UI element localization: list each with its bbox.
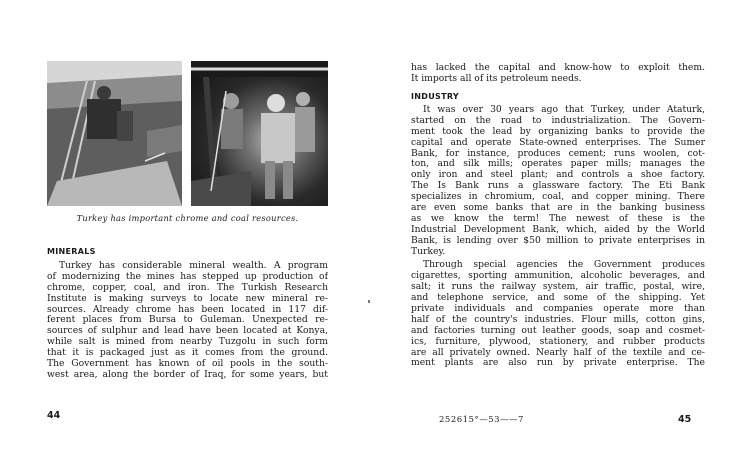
- page-number-left: 44: [47, 410, 61, 421]
- text-line: are even some banks that are in the banking business: [411, 203, 705, 214]
- print-code: 252615°—53——7: [439, 415, 524, 425]
- text-line: ment took the lead by organizing banks to provide the: [411, 126, 705, 137]
- text-line: salt; it runs the railway system, air traffic, postal, wire,: [411, 282, 705, 293]
- text-line: Turkey has considerable mineral wealth. A program: [59, 261, 328, 271]
- chrome-mine-photo: [47, 61, 182, 206]
- text-line: only iron and steel plant; and controls a shoe factory.: [411, 170, 705, 181]
- text-line: and factories turning out leather goods, soap and cosmet-: [411, 325, 705, 336]
- text-line: Bank, for instance, produces cement; runs woolen, cot-: [411, 148, 705, 159]
- minerals-paragraph: [47, 261, 328, 381]
- text-line: ferent places from Bursa to Guleman. Unexpected re-: [47, 315, 328, 326]
- page-number-right: 45: [678, 414, 692, 425]
- text-line: of modernizing the mines has stepped up production of: [47, 271, 328, 282]
- industry-paragraphs: [411, 105, 705, 369]
- industry-section: [411, 63, 705, 85]
- right-page: [370, 0, 741, 474]
- text-line: are all privately owned. Nearly half of the textile and ce-: [411, 347, 705, 358]
- text-line: It was over 30 years ago that Turkey, under Ataturk,: [423, 105, 705, 115]
- text-line: as we know the term! The newest of these is the: [411, 213, 705, 224]
- text-line: Industrial Development Bank, which, aided by the World: [411, 224, 705, 235]
- text-line: ton, and silk mills; operates paper mills; manages the: [411, 159, 705, 170]
- text-line: It imports all of its petroleum needs.: [411, 73, 582, 84]
- coal-mine-photo: [191, 61, 328, 206]
- text-line: sources. Already chrome has been located in 117 dif-: [47, 304, 328, 315]
- text-line: specializes in chromium, coal, and copper mining. There: [411, 192, 705, 203]
- text-line: has lacked the capital and know-how to exploit them.: [411, 63, 705, 73]
- text-line: while salt is mined from nearby Tuzgolu in such form: [47, 337, 328, 348]
- text-line: cigarettes, sporting ammunition, alcoholic beverages, and: [411, 271, 705, 282]
- text-line: ment plants are also run by private enterprise. The: [411, 358, 705, 369]
- text-line: chrome, copper, coal, and iron. The Turkish Research: [47, 282, 328, 293]
- text-line: The Is Bank runs a glassware factory. The Eti Bank: [411, 181, 705, 192]
- text-line: Bank, is lending over $50 million to private enterprises in: [411, 235, 705, 246]
- text-line: sources of sulphur and lead have been located at Konya,: [47, 326, 328, 337]
- text-line: private individuals and companies operate more than: [411, 304, 705, 315]
- photo-caption: Turkey has important chrome and coal resources.: [76, 213, 299, 223]
- text-line: Institute is making surveys to locate new mineral re-: [47, 293, 328, 304]
- text-line: The Government has known of oil pools in the south-: [47, 359, 328, 370]
- left-page: [0, 0, 370, 474]
- text-line: capital and operate State-owned enterprises. The Sumer: [411, 137, 705, 148]
- text-line: half of the country's industries. Flour mills, cotton gins,: [411, 314, 705, 325]
- minerals-heading: MINERALS: [47, 247, 96, 256]
- industry-heading: INDUSTRY: [411, 92, 459, 101]
- text-line: Through special agencies the Government produces: [423, 260, 705, 271]
- text-line: that it is packaged just as it comes from the ground.: [47, 348, 328, 359]
- text-line: started on the road to industrialization. The Govern-: [411, 115, 705, 126]
- text-line: west area, along the border of Iraq, for some years, but: [47, 369, 328, 380]
- text-line: Turkey.: [411, 246, 446, 257]
- text-line: and telephone service, and some of the shipping. Yet: [411, 293, 705, 304]
- text-line: ics, furniture, plywood, stationery, and rubber products: [411, 336, 705, 347]
